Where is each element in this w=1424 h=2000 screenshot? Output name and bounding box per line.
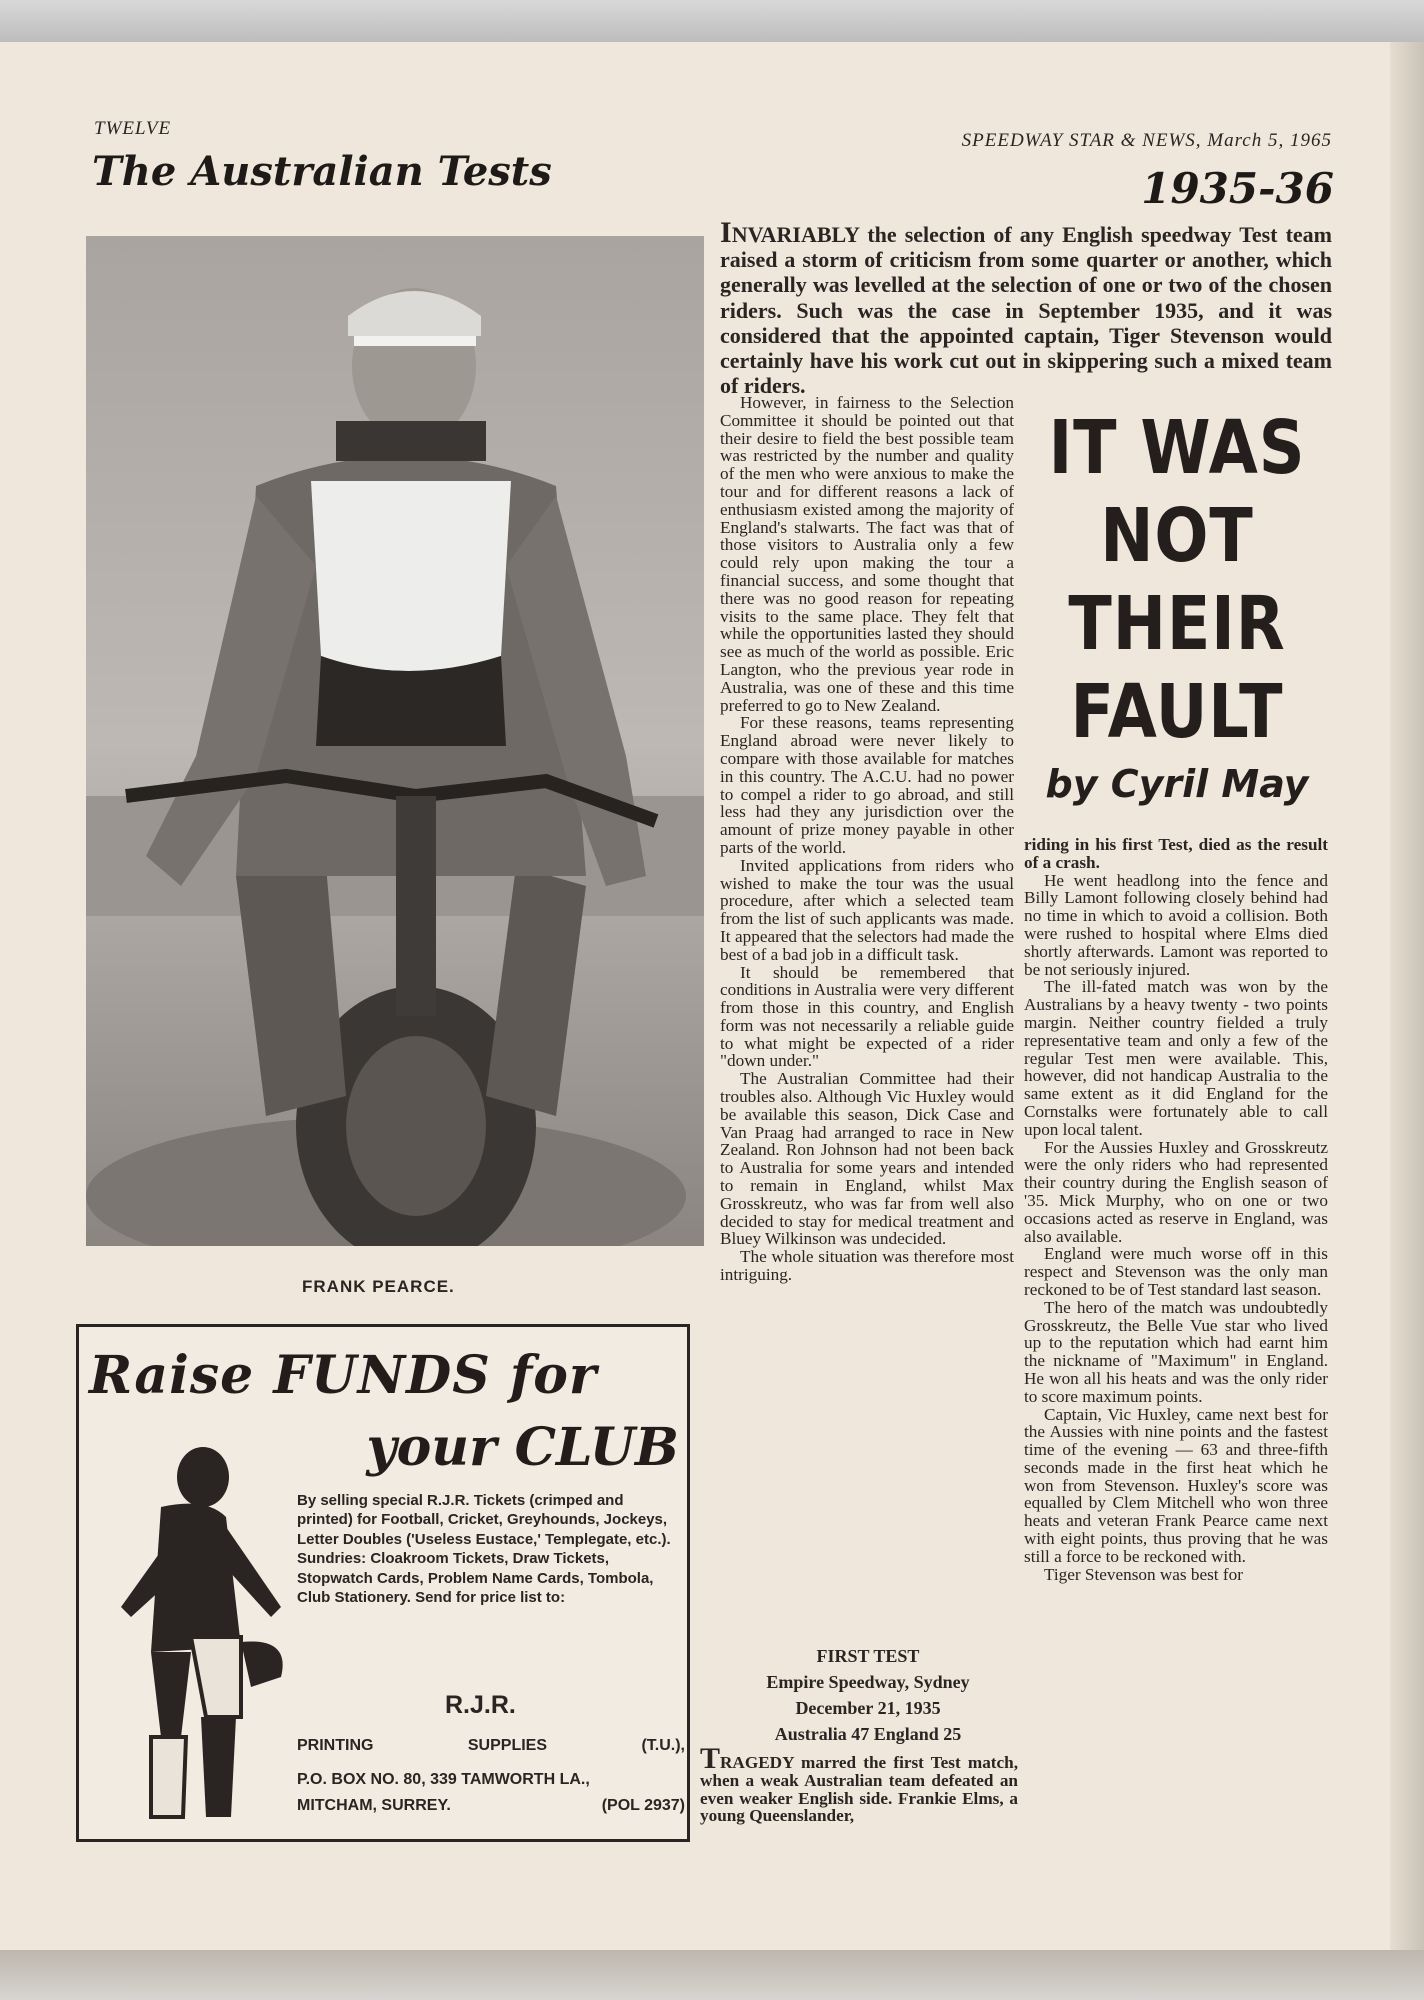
lead-paragraph (720, 216, 1332, 399)
rider-photo-illustration (86, 236, 704, 1246)
col2-paragraph: Invited applications from riders who wished to make the tour was the usual procedure, after which a selected team from the list of such applicants was made. It appeared that the selectors had made the best of a bad job in a difficult task. (720, 855, 1014, 964)
page-label: TWELVE (94, 118, 172, 139)
photo-caption: FRANK PEARCE. (302, 1277, 455, 1296)
ad-line3-a: MITCHAM, SURREY. (297, 1797, 451, 1814)
col3-paragraph: He went headlong into the fence and Billy Lamont following closely behind had no time in which to avoid a collision. Both were rushed to hospital where Elms died shortly afterwards. Lamont was reported to be not seriously injured. (1024, 870, 1328, 979)
headline-line: IT WAS (1048, 405, 1306, 491)
scan-top-edge (0, 0, 1424, 42)
ad-line1-c: (T.U.), (641, 1737, 685, 1754)
ad-body-text: By selling special R.J.R. Tickets (crimped and printed) for Football, Cricket, Greyhounds, Jockeys, Letter Doubles ('Useless Eustace,' Templegate, etc.). Sundries: Cloakroom Tickets, Draw Tickets, Stopwatch Cards, Problem Name Cards, Tombola, Club Stationery. Send for price list to: (297, 1492, 671, 1607)
lead-dropcap: I (720, 216, 732, 249)
ad-address-line-1 (297, 1737, 685, 1755)
advertisement-box (76, 1324, 690, 1842)
col2-paragraph: It should be remembered that conditions in Australia were very different from those in this country, and English form was not necessarily a reliable guide to what might be expected of a rider "down under." (720, 962, 1014, 1071)
col2-paragraph: The whole situation was therefore most intriguing. (720, 1247, 1014, 1285)
first-test-heading: FIRST TEST (816, 1646, 920, 1666)
col3-paragraph: For the Aussies Huxley and Grosskreutz were the only riders who had represented their country during the English season of '35. Mick Murphy, who on one or two occasions acted as reserve in England, was also available. (1024, 1137, 1328, 1246)
ad-headline-1: Raise FUNDS for (89, 1345, 598, 1406)
ad-address-line-3 (297, 1797, 685, 1815)
headline-line: FAULT (1070, 669, 1284, 755)
headline-line: NOT (1100, 493, 1254, 579)
ad-address-line-2 (297, 1771, 685, 1789)
publication-line: SPEEDWAY STAR & NEWS, March 5, 1965 (961, 130, 1332, 151)
col3-paragraph: The hero of the match was undoubtedly Grosskreutz, the Belle Vue star who lived up to the reputation which had earnt him the nickname of "Maximum" in England. He won all his heats and was the only rider to score maximum points. (1024, 1297, 1328, 1406)
lead-text: NVARIABLY the selection of any English speedway Test team raised a storm of criticism from some quarter or another, which generally was levelled at the selection of one or two of the chosen riders. Such was the case in September 1935, and it was considered that the appointed captain, Tiger Stevenson would certainly have his work cut out in skippering such a mixed team of riders. (720, 222, 1332, 399)
season-title: 1935-36 (1141, 164, 1334, 213)
first-test-score: Australia 47 England 25 (774, 1724, 962, 1744)
ad-line3-b: (POL 2937) (601, 1797, 685, 1814)
scan-right-edge (1390, 42, 1424, 1952)
byline: by Cyril May (1045, 762, 1309, 806)
col3-paragraph: Captain, Vic Huxley, came next best for the Aussies with nine points and the fastest time of the evening — 63 and three-fifth seconds made in the first heat which he won from Stevenson. Huxley's score was equalled by Clem Mitchell who won three heats and veteran Frank Pearce came next with eight points, thus proving that he was still a force to be reckoned with. (1024, 1404, 1328, 1566)
col2-paragraph: However, in fairness to the Selection Committee it should be pointed out that their desire to field the best possible team was restricted by the number and quality of the men who were anxious to make the tour and for different reasons a lack of enthusiasm existed among the majority of England's stalwarts. The fact was that of those visitors to Australia only a few could rely upon making the tour a financial success, and some thought that there was no good reason for repeating visits to the same place. They felt that while the opportunities lasted they should see as much of the world as possible. Eric Langton, who the previous year rode in Australia, was one of these and this time preferred to go to New Zealand. (720, 393, 1014, 715)
ad-company: R.J.R. (445, 1691, 516, 1719)
tragedy-paragraph (700, 1742, 1018, 1826)
col2-paragraph: The Australian Committee had their troubles also. Although Vic Huxley would be available this season, Dick Case and Van Praag had arranged to race in New Zealand. Ron Johnson had not been back to Australia for some years and intended to remain in England, whilst Max Grosskreutz, who was far from well also decided to stay for medical treatment and Bluey Wilkinson was undecided. (720, 1069, 1014, 1249)
column-2 (720, 394, 1014, 1284)
ad-line1-a: PRINTING (297, 1737, 374, 1754)
rider-photo (86, 236, 704, 1246)
col3-paragraph: Tiger Stevenson was best for (1044, 1564, 1243, 1584)
col3-paragraph: The ill-fated match was won by the Australians by a heavy twenty - two points margin. Neither country fielded a truly representative team and only a few of the regular Test men were available. This, however, did not handicap Australia to the same extent as it did England for the Cornstalks were fortunately able to call upon local talent. (1024, 977, 1328, 1139)
col2-paragraph: For these reasons, teams representing England abroad were never likely to compare with those available for matches in this country. The A.C.U. had no power to compel a rider to go abroad, and still less had they any jurisdiction over the amount of prize money payable in other parts of the world. (720, 713, 1014, 857)
tragedy-dropcap: T (700, 1742, 721, 1775)
headline-line: THEIR (1068, 581, 1286, 667)
ad-line1-b: SUPPLIES (467, 1737, 548, 1754)
col3-lead: riding in his first Test, died as the result of a crash. (1024, 835, 1328, 872)
ad-line2: P.O. BOX NO. 80, 339 TAMWORTH LA., (297, 1771, 590, 1788)
first-test-date: December 21, 1935 (795, 1698, 941, 1718)
scan-bottom-edge (0, 1950, 1424, 2000)
footballer-illustration (91, 1437, 291, 1833)
ad-headline-2: your CLUB (366, 1417, 679, 1478)
col3-paragraph: England were much worse off in this respect and Stevenson was the only man reckoned to be of Test standard last season. (1024, 1244, 1328, 1299)
feature-headline (1024, 404, 1330, 806)
column-3 (1024, 836, 1328, 1583)
tragedy-text: RAGEDY marred the first Test match, when a weak Australian team defeated an even weaker English side. Frankie Elms, a young Queenslander, (700, 1753, 1018, 1826)
first-test-venue: Empire Speedway, Sydney (766, 1672, 970, 1692)
series-title: The Australian Tests (92, 148, 552, 195)
